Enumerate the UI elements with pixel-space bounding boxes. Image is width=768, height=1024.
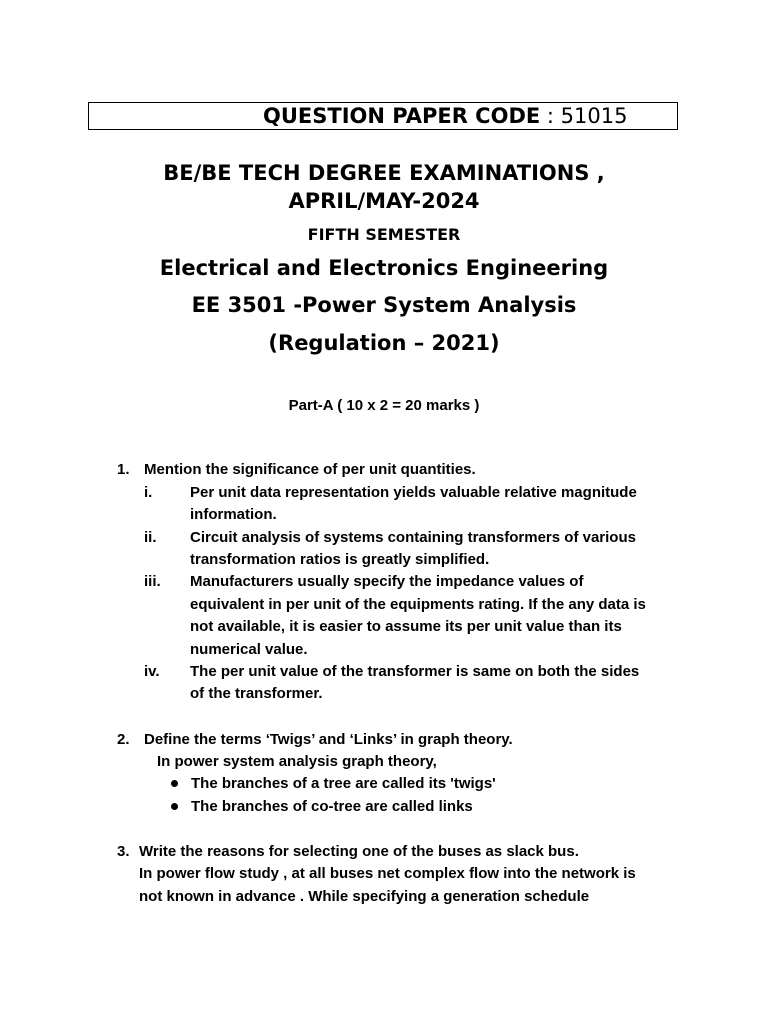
question-1-item-line: of the transformer. bbox=[190, 685, 323, 702]
question-1-text: Mention the significance of per unit quantities. bbox=[144, 461, 476, 478]
question-1-item-number: i. bbox=[144, 484, 153, 501]
question-1-item-line: numerical value. bbox=[190, 641, 308, 658]
question-1-item-line: Manufacturers usually specify the impedance values of bbox=[190, 573, 584, 590]
question-1-number: 1. bbox=[117, 461, 130, 478]
question-2-bullet-text: The branches of co-tree are called links bbox=[191, 798, 473, 815]
bullet-icon bbox=[171, 803, 178, 810]
question-paper-code-value: 51015 bbox=[560, 104, 628, 128]
department-title: Electrical and Electronics Engineering bbox=[159, 256, 609, 280]
question-3-answer-line: not known in advance . While specifying a generation schedule bbox=[139, 888, 590, 905]
question-2-intro: In power system analysis graph theory, bbox=[157, 753, 437, 770]
question-1-item-number: iii. bbox=[144, 573, 161, 590]
question-paper-code-box bbox=[88, 102, 678, 130]
question-1-item-line: Circuit analysis of systems containing transformers of various bbox=[190, 529, 636, 546]
question-3-number: 3. bbox=[117, 843, 130, 860]
question-2-bullet-text: The branches of a tree are called its 'twigs' bbox=[191, 775, 496, 792]
question-paper-code-separator: : bbox=[540, 104, 561, 128]
question-1-item-line: not available, it is easier to assume its per unit value than its bbox=[190, 618, 622, 635]
question-1-item-line: Per unit data representation yields valuable relative magnitude bbox=[190, 484, 637, 501]
question-1-item-line: transformation ratios is greatly simplified. bbox=[190, 551, 490, 568]
question-1-item-number: iv. bbox=[144, 663, 160, 680]
question-2-number: 2. bbox=[117, 731, 130, 748]
question-paper-code-label: QUESTION PAPER CODE bbox=[263, 104, 541, 128]
question-1-item-line: The per unit value of the transformer is same on both the sides bbox=[190, 663, 640, 680]
part-a-heading: Part-A ( 10 x 2 = 20 marks ) bbox=[288, 397, 480, 414]
question-1-item-line: information. bbox=[190, 506, 277, 523]
question-2-text: Define the terms ‘Twigs’ and ‘Links’ in graph theory. bbox=[144, 731, 513, 748]
question-1-item-number: ii. bbox=[144, 529, 157, 546]
bullet-icon bbox=[171, 780, 178, 787]
regulation-title: (Regulation – 2021) bbox=[268, 331, 500, 355]
question-1-item-line: equivalent in per unit of the equipments rating. If the any data is bbox=[190, 596, 646, 613]
course-title: EE 3501 -Power System Analysis bbox=[191, 293, 577, 317]
exam-title-line2: APRIL/MAY-2024 bbox=[288, 189, 480, 213]
semester-title: FIFTH SEMESTER bbox=[307, 225, 461, 244]
question-3-answer-line: In power flow study , at all buses net complex flow into the network is bbox=[139, 865, 636, 882]
question-3-text: Write the reasons for selecting one of the buses as slack bus. bbox=[139, 843, 579, 860]
exam-title-line1: BE/BE TECH DEGREE EXAMINATIONS , bbox=[163, 161, 605, 185]
